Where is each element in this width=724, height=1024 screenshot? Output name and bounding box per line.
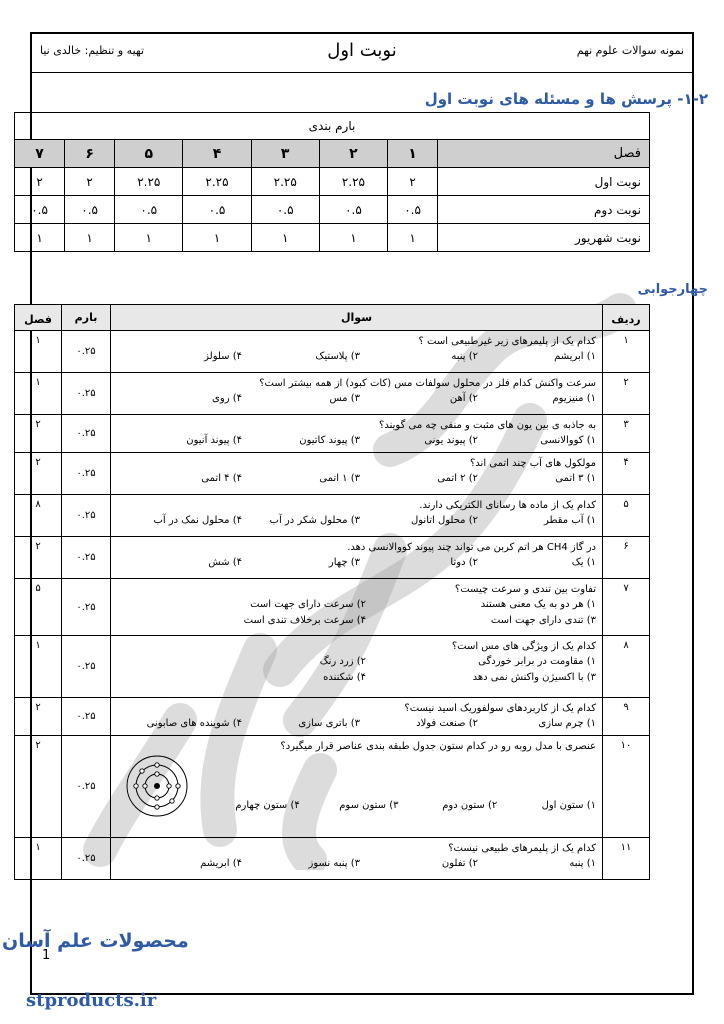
score-value-cell: ۰.۵ <box>251 196 319 224</box>
option-item: ۳) پنبه نسوز <box>308 858 360 869</box>
option-item: ۳) پیوند کاتیون <box>299 435 360 446</box>
option-item: ۲) محلول اتانول <box>410 515 478 526</box>
score-value-cell: ۲ <box>388 168 438 196</box>
score-row-label: نوبت شهریور <box>438 224 650 252</box>
col-num-header: ردیف <box>603 305 650 331</box>
question-body <box>111 838 603 880</box>
score-chapter-cell: ۳ <box>251 140 319 168</box>
option-item: ۲) صنعت فولاد <box>416 718 478 729</box>
score-value-cell: ۱ <box>319 224 387 252</box>
option-item: ۱) یک <box>571 557 596 568</box>
question-text: در گاز CH4 هر اتم کربن می تواند چند پیوند کووالانسی دهد. <box>347 542 596 553</box>
option-item: ۴) سرعت برخلاف تندی است <box>243 615 366 626</box>
choice-title: چهارجوابی <box>637 282 708 297</box>
score-value-cell: ۱ <box>388 224 438 252</box>
question-row <box>15 636 650 698</box>
option-item: ۴) پیوند آنیون <box>186 435 242 446</box>
score-table <box>14 112 650 252</box>
option-item: ۳) محلول شکر در آب <box>269 515 360 526</box>
score-value-cell: ۲ <box>15 168 65 196</box>
question-number: ۱ <box>603 331 650 373</box>
atom-model-icon <box>117 754 197 818</box>
question-row <box>15 579 650 636</box>
score-value-cell: ۰.۵ <box>319 196 387 224</box>
score-value-cell: ۰.۵ <box>183 196 251 224</box>
score-row <box>15 224 650 252</box>
option-item: ۳) ستون سوم <box>339 800 399 811</box>
header-subject: نمونه سوالات علوم نهم <box>576 44 684 57</box>
page-header <box>32 34 692 73</box>
question-number: ۴ <box>603 453 650 495</box>
option-item: ۱) ابریشم <box>554 351 596 362</box>
score-value-cell: ۱ <box>115 224 183 252</box>
score-chapter-cell: ۲ <box>319 140 387 168</box>
score-value-cell: ۰.۵ <box>115 196 183 224</box>
col-question-header: سوال <box>111 305 603 331</box>
option-item: ۴) سلولز <box>204 351 242 362</box>
question-body <box>111 579 603 636</box>
option-item: ۳) تندی دارای جهت است <box>490 615 596 626</box>
question-body <box>111 453 603 495</box>
question-text: کدام یک از پلیمرهای زیر غیرطبیعی است ؟ <box>418 336 596 347</box>
option-item: ۱) چرم سازی <box>538 718 596 729</box>
option-item: ۴) روی <box>212 393 242 404</box>
score-value-cell: ۲.۲۵ <box>251 168 319 196</box>
option-item: ۳) باتری سازی <box>298 718 360 729</box>
score-value-cell: ۱ <box>251 224 319 252</box>
question-number: ۶ <box>603 537 650 579</box>
question-body <box>111 415 603 453</box>
option-item: ۳) پلاستیک <box>315 351 360 362</box>
question-text: کدام یک از ویژگی های مس است؟ <box>451 641 596 652</box>
question-chapter: ۱ <box>15 373 62 415</box>
question-body <box>111 331 603 373</box>
option-item: ۴) شکننده <box>323 672 366 683</box>
question-number: ۲ <box>603 373 650 415</box>
page-number: 1 <box>42 948 51 963</box>
option-item: ۴) محلول نمک در آب <box>153 515 242 526</box>
header-title: نوبت اول <box>327 40 397 61</box>
question-row <box>15 736 650 838</box>
option-item: ۲) تفلون <box>441 858 478 869</box>
score-row-label: نوبت دوم <box>438 196 650 224</box>
question-row <box>15 495 650 537</box>
score-chapter-cell: ۴ <box>183 140 251 168</box>
option-item: ۱) پنبه <box>569 858 596 869</box>
question-chapter: ۱ <box>15 331 62 373</box>
question-score: ۰.۲۵ <box>62 331 111 373</box>
option-item: ۱) ستون اول <box>541 800 596 811</box>
question-text: کدام یک از ماده ها رسانای الکتریکی دارند. <box>419 500 596 511</box>
question-chapter: ۱ <box>15 838 62 880</box>
col-chapter-header: فصل <box>15 305 62 331</box>
question-score: ۰.۲۵ <box>62 838 111 880</box>
question-score: ۰.۲۵ <box>62 537 111 579</box>
score-value-cell: ۲.۲۵ <box>183 168 251 196</box>
score-caption: بارم بندی <box>15 113 650 140</box>
question-row <box>15 453 650 495</box>
question-score: ۰.۲۵ <box>62 495 111 537</box>
question-chapter: ۲ <box>15 415 62 453</box>
question-chapter: ۲ <box>15 537 62 579</box>
question-text: سرعت واکنش کدام فلز در محلول سولفات مس (کات کبود) از همه بیشتر است؟ <box>259 378 596 389</box>
question-row <box>15 415 650 453</box>
option-item: ۴) ابریشم <box>200 858 242 869</box>
option-item: ۲) دوتا <box>450 557 478 568</box>
option-item: ۱) منیزیوم <box>552 393 596 404</box>
option-item: ۱) مقاومت در برابر خوردگی <box>478 656 596 667</box>
question-body <box>111 698 603 736</box>
question-row <box>15 373 650 415</box>
question-chapter: ۱ <box>15 636 62 698</box>
option-item: ۲) ۲ اتمی <box>437 473 478 484</box>
question-text: مولکول های آب چند اتمی اند؟ <box>469 458 596 469</box>
question-row <box>15 537 650 579</box>
brand-label: محصولات علم آسان <box>2 930 189 952</box>
score-value-cell: ۲.۲۵ <box>319 168 387 196</box>
question-body <box>111 736 603 838</box>
score-value-cell: ۰.۵ <box>15 196 65 224</box>
score-row <box>15 168 650 196</box>
score-chapter-cell: ۷ <box>15 140 65 168</box>
option-item: ۱) هر دو به یک معنی هستند <box>480 599 596 610</box>
question-score: ۰.۲۵ <box>62 698 111 736</box>
option-item: ۳) با اکسیژن واکنش نمی دهد <box>472 672 596 683</box>
option-item: ۴) ۴ اتمی <box>201 473 242 484</box>
question-text: تفاوت بین تندی و سرعت چیست؟ <box>454 584 596 595</box>
question-score: ۰.۲۵ <box>62 415 111 453</box>
score-value-cell: ۱ <box>65 224 115 252</box>
score-chapter-cell: ۱ <box>388 140 438 168</box>
question-text: کدام یک از پلیمرهای طبیعی نیست؟ <box>448 843 596 854</box>
question-chapter: ۵ <box>15 579 62 636</box>
option-item: ۲) زرد رنگ <box>319 656 366 667</box>
question-score: ۰.۲۵ <box>62 736 111 838</box>
question-number: ۱۰ <box>603 736 650 838</box>
score-value-cell: ۲ <box>65 168 115 196</box>
score-value-cell: ۰.۵ <box>65 196 115 224</box>
question-chapter: ۲ <box>15 736 62 838</box>
question-text: به جاذبه ی بین یون های مثبت و منفی چه می گویند؟ <box>379 420 596 431</box>
question-body <box>111 373 603 415</box>
question-number: ۹ <box>603 698 650 736</box>
question-number: ۸ <box>603 636 650 698</box>
option-item: ۱) آب مقطر <box>544 515 596 526</box>
option-item: ۴) ستون چهارم <box>235 800 300 811</box>
option-item: ۲) پنبه <box>451 351 478 362</box>
score-value-cell: ۲.۲۵ <box>115 168 183 196</box>
question-chapter: ۲ <box>15 453 62 495</box>
option-item: ۴) شوینده های صابونی <box>146 718 242 729</box>
score-header-label: فصل <box>438 140 650 168</box>
option-item: ۴) شش <box>208 557 242 568</box>
question-score: ۰.۲۵ <box>62 453 111 495</box>
question-chapter: ۲ <box>15 698 62 736</box>
question-score: ۰.۲۵ <box>62 373 111 415</box>
questions-table <box>14 304 650 880</box>
site-label: stproducts.ir <box>26 990 157 1011</box>
question-text: کدام یک از کاربردهای سولفوریک اسید نیست؟ <box>404 703 596 714</box>
question-body <box>111 537 603 579</box>
question-body <box>111 495 603 537</box>
question-chapter: ۸ <box>15 495 62 537</box>
option-item: ۳) مس <box>329 393 360 404</box>
option-item: ۲) پیوند یونی <box>424 435 478 446</box>
option-item: ۳) ۱ اتمی <box>319 473 360 484</box>
score-chapter-cell: ۶ <box>65 140 115 168</box>
header-author: تهیه و تنظیم: خالدی نیا <box>40 44 145 57</box>
score-chapter-cell: ۵ <box>115 140 183 168</box>
score-row-label: نوبت اول <box>438 168 650 196</box>
question-body <box>111 636 603 698</box>
question-row <box>15 698 650 736</box>
score-row <box>15 196 650 224</box>
question-number: ۳ <box>603 415 650 453</box>
option-item: ۱) کووالانسی <box>540 435 596 446</box>
question-number: ۱۱ <box>603 838 650 880</box>
option-item: ۳) چهار <box>328 557 360 568</box>
option-item: ۱) ۳ اتمی <box>555 473 596 484</box>
question-number: ۵ <box>603 495 650 537</box>
question-row <box>15 838 650 880</box>
question-score: ۰.۲۵ <box>62 579 111 636</box>
question-row <box>15 331 650 373</box>
option-item: ۲) آهن <box>449 393 478 404</box>
score-value-cell: ۰.۵ <box>388 196 438 224</box>
option-item: ۲) ستون دوم <box>442 800 498 811</box>
score-value-cell: ۱ <box>15 224 65 252</box>
question-number: ۷ <box>603 579 650 636</box>
score-value-cell: ۱ <box>183 224 251 252</box>
question-score: ۰.۲۵ <box>62 636 111 698</box>
section-title: ۱-۲- پرسش ها و مسئله های نوبت اول <box>424 90 708 108</box>
question-text: عنصری با مدل روبه رو در کدام ستون جدول طبقه بندی عناصر قرار میگیرد؟ <box>280 741 596 752</box>
option-item: ۲) سرعت دارای جهت است <box>250 599 366 610</box>
col-score-header: بارم <box>62 305 111 331</box>
